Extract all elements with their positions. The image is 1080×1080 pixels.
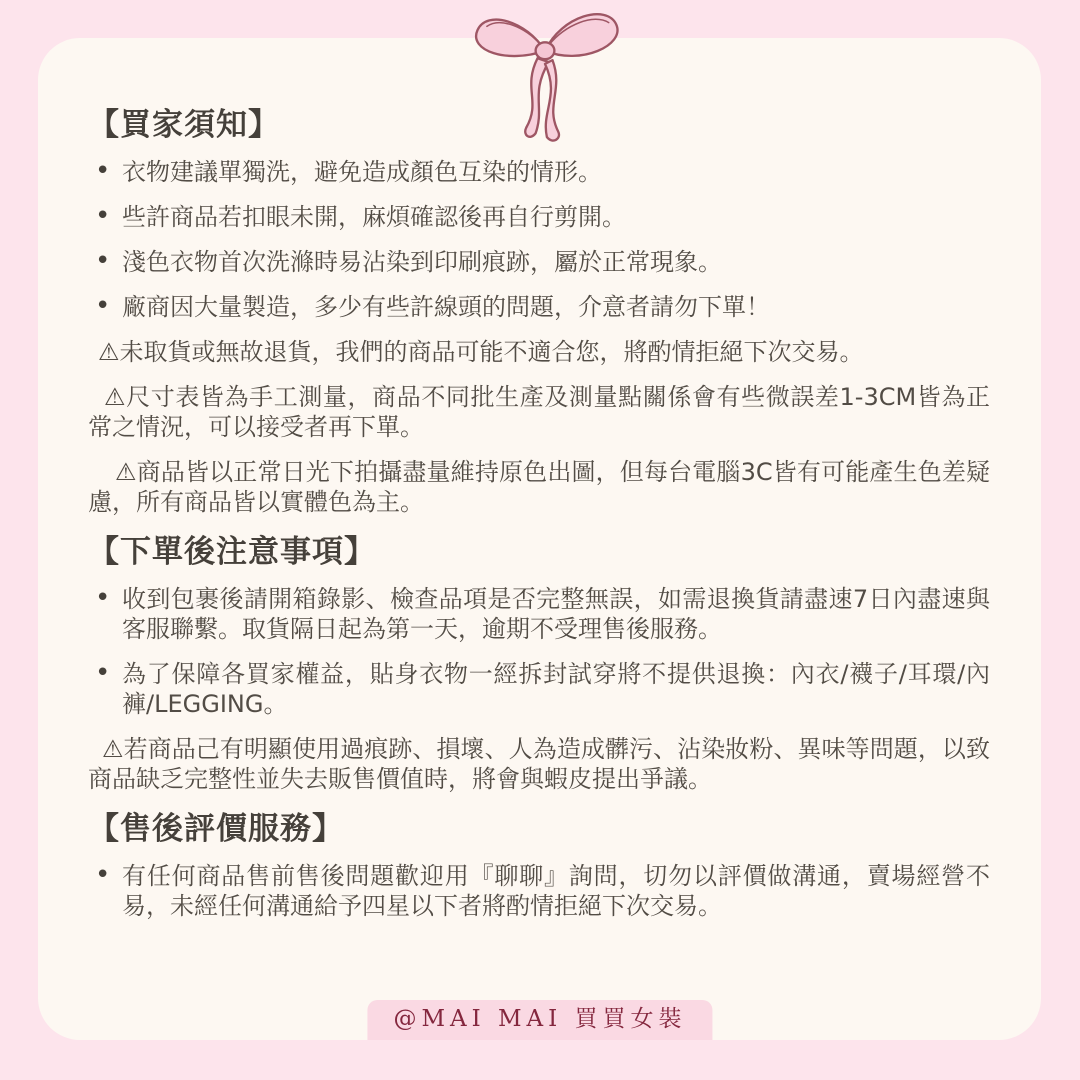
list-item: • 衣物建議單獨洗，避免造成顏色互染的情形。 — [88, 157, 990, 187]
section-heading-after-order: 【下單後注意事項】 — [88, 534, 376, 570]
list-item: • 淺色衣物首次洗滌時易沾染到印刷痕跡，屬於正常現象。 — [88, 247, 990, 277]
pink-ribbon-bow-icon — [450, 2, 640, 152]
section-heading-buyer-notice: 【買家須知】 — [88, 107, 280, 143]
buyer-notice-list — [88, 157, 990, 322]
list-item: • 些許商品若扣眼未開，麻煩確認後再自行剪開。 — [88, 202, 990, 232]
after-order-list — [88, 584, 990, 719]
brand-badge — [367, 1000, 712, 1040]
warning-note: ⚠商品皆以正常日光下拍攝盡量維持原色出圖，但每台電腦3C皆有可能產生色差疑慮，所有商品皆以實體色為主。 — [88, 458, 990, 516]
list-item: • 廠商因大量製造，多少有些許線頭的問題，介意者請勿下單！ — [88, 292, 990, 322]
warning-note: ⚠未取貨或無故退貨，我們的商品可能不適合您，將酌情拒絕下次交易。 — [98, 338, 864, 366]
list-item: • 收到包裹後請開箱錄影、檢查品項是否完整無誤，如需退換貨請盡速7日內盡速與客服聯繫。取貨隔日起為第一天，逾期不受理售後服務。 — [88, 584, 990, 644]
notice-content — [88, 108, 990, 936]
warning-note: ⚠若商品己有明顯使用過痕跡、損壞、人為造成髒污、沾染妝粉、異味等問題，以致商品缺乏完整性並失去販售價值時，將會與蝦皮提出爭議。 — [88, 735, 990, 793]
brand-handle: @MAI MAI 買買女裝 — [393, 1006, 687, 1032]
review-service-list — [88, 861, 990, 921]
section-heading-review-service: 【售後評價服務】 — [88, 811, 344, 847]
list-item: • 有任何商品售前售後問題歡迎用『聊聊』詢問，切勿以評價做溝通，賣場經營不易，未經任何溝通給予四星以下者將酌情拒絕下次交易。 — [88, 861, 990, 921]
warning-note: ⚠尺寸表皆為手工測量，商品不同批生產及測量點關係會有些微誤差1-3CM皆為正常之情況，可以接受者再下單。 — [88, 383, 990, 441]
list-item: • 為了保障各買家權益，貼身衣物一經拆封試穿將不提供退換：內衣/襪子/耳環/內褲/LEGGING。 — [88, 659, 990, 719]
